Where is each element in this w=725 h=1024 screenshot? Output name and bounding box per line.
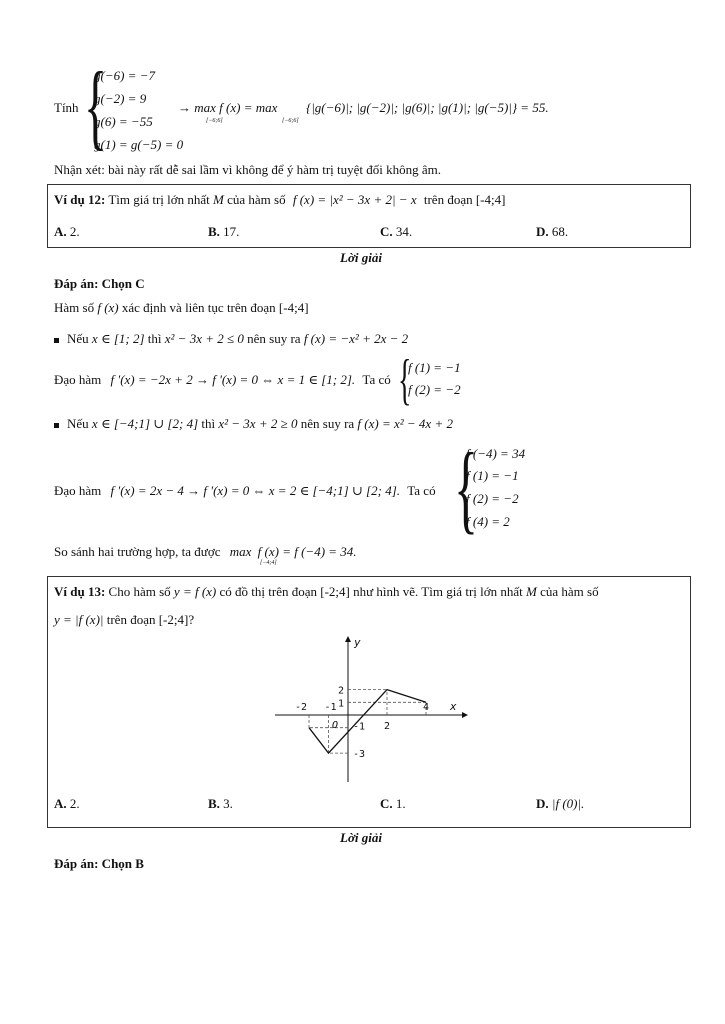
- x-axis-label: x: [450, 700, 457, 713]
- deriv2-sys-2: f (1) = −1: [466, 468, 519, 483]
- solution12-compare: So sánh hai trường hợp, ta được max f (x) = f (−4) = 34.: [54, 544, 357, 559]
- remark-text: Nhận xét: bài này rất dễ sai lầm vì không để ý hàm trị tuyệt đối không âm.: [54, 162, 442, 177]
- solution12-deriv1: Đạo hàm f '(x) = −2x + 2 → f '(x) = 0 ⇔ x = 1 ∈ [1; 2]. Ta có: [54, 372, 391, 387]
- example12-text-b: của hàm số: [227, 192, 286, 207]
- solution13-answer: Đáp án: Chọn B: [54, 856, 144, 871]
- bullet-icon: [54, 423, 59, 428]
- solution12-case1: Nếu x ∈ [1; 2] thì x² − 3x + 2 ≤ 0 nên suy ra f (x) = −x² + 2x − 2: [54, 331, 408, 347]
- max-sub-2: [−6;6]: [282, 118, 299, 124]
- max-sub-1: [−6;6]: [206, 118, 223, 124]
- max-result: {|g(−6)|; |g(−2)|; |g(6)|; |g(1)|; |g(−5)|} = 55.: [306, 100, 549, 115]
- deriv1-brace: {: [398, 349, 412, 411]
- example13-question-line1: Ví dụ 13: Cho hàm số y = f (x) có đồ thị trên đoạn [-2;4] như hình vẽ. Tìm giá trị lớn nhất M của hàm số: [54, 584, 599, 599]
- x-axis-arrow-icon: [462, 712, 468, 718]
- deriv2-sys-3: f (2) = −2: [466, 491, 519, 506]
- example12-title: Ví dụ 12:: [54, 192, 106, 207]
- system-brace: {: [84, 52, 108, 159]
- y-tick-label: 1: [338, 698, 345, 710]
- example13-option-c[interactable]: C. 1.: [380, 796, 406, 811]
- example12-text-a: Tìm giá trị lớn nhất: [108, 192, 210, 207]
- solution12-heading: Lời giải: [340, 250, 383, 265]
- system-line-1: g(−6) = −7: [94, 68, 155, 83]
- example13-option-d[interactable]: D. |f (0)|.: [536, 796, 585, 811]
- example12-option-c[interactable]: C. 34.: [380, 224, 413, 239]
- function-curve: [309, 690, 426, 754]
- y-axis-arrow-icon: [345, 636, 351, 642]
- solution12-case2: Nếu x ∈ [−4;1] ∪ [2; 4] thì x² − 3x + 2 ≥ 0 nên suy ra f (x) = x² − 4x + 2: [54, 416, 453, 432]
- solution13-heading: Lời giải: [340, 830, 383, 845]
- deriv2-brace: {: [454, 432, 478, 543]
- example12-question: [54, 192, 505, 208]
- example13-option-b[interactable]: B. 3.: [208, 796, 233, 811]
- tinh-label: Tính: [54, 100, 79, 115]
- deriv2-sys-4: f (4) = 2: [466, 514, 510, 529]
- example12-option-d[interactable]: D. 68.: [536, 224, 569, 239]
- y-tick-label: 2: [338, 685, 345, 697]
- example12-option-a[interactable]: A. 2.: [54, 224, 80, 239]
- example12-interval: trên đoạn [-4;4]: [423, 192, 506, 207]
- y-tick-label: -1: [353, 721, 366, 733]
- deriv2-sys-1: f (−4) = 34: [466, 446, 526, 461]
- solution12-line1: Hàm số f (x) xác định và liên tục trên đoạn [-4;4]: [54, 300, 309, 315]
- example13-question-line2: y = |f (x)| trên đoạn [-2;4]?: [54, 612, 195, 627]
- example12-function: f (x) = |x² − 3x + 2| − x: [292, 192, 417, 207]
- example12-option-b[interactable]: B. 17.: [208, 224, 240, 239]
- system-line-4: g(1) = g(−5) = 0: [94, 137, 184, 152]
- deriv1-sys-1: f (1) = −1: [408, 360, 461, 375]
- x-tick-label: -1: [324, 702, 337, 713]
- compare-sub: [−4;4]: [260, 560, 277, 566]
- system-line-3: g(6) = −55: [94, 114, 153, 129]
- origin-label: O: [332, 720, 339, 731]
- bullet-icon: [54, 338, 59, 343]
- example12-m: M: [213, 192, 224, 207]
- x-tick-label: -2: [295, 702, 308, 713]
- y-axis-label: y: [354, 636, 361, 649]
- y-tick-label: -3: [353, 749, 366, 761]
- function-graph: [270, 634, 470, 784]
- example13-option-a[interactable]: A. 2.: [54, 796, 80, 811]
- solution12-answer: Đáp án: Chọn C: [54, 276, 145, 291]
- x-tick-label: 4: [423, 702, 430, 713]
- system-line-2: g(−2) = 9: [94, 91, 147, 106]
- solution12-deriv2: Đạo hàm f '(x) = 2x − 4 → f '(x) = 0 ⇔ x = 2 ∈ [−4;1] ∪ [2; 4]. Ta có: [54, 483, 436, 498]
- x-tick-label: 2: [384, 721, 391, 732]
- max-prefix: → max f (x) = max: [178, 100, 278, 115]
- deriv1-sys-2: f (2) = −2: [408, 382, 461, 397]
